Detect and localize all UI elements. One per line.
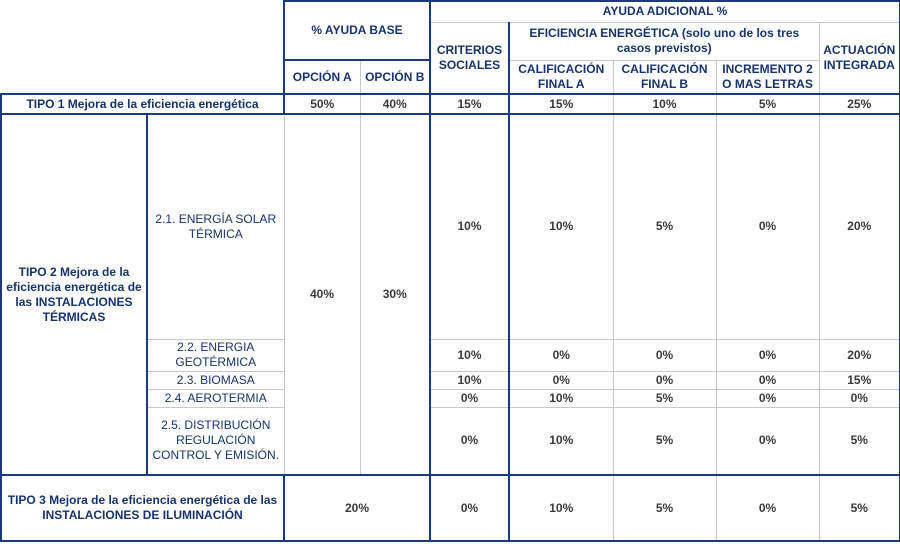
tipo2-opcion-b: 30% [360,114,430,475]
tipo3-ayuda-base: 20% [284,475,430,541]
cell: 0% [716,389,819,407]
cell: 25% [819,94,900,114]
empty-corner [1,1,284,94]
tipo2-label: TIPO 2 Mejora de la eficiencia energética de las INSTALACIONES TÉRMICAS [1,114,147,475]
cell: 15% [430,94,509,114]
cell: 50% [284,94,360,114]
cell: 0% [613,371,716,389]
cell: 10% [613,94,716,114]
cell: 0% [716,114,819,339]
tipo2-row-1 [1,114,900,339]
header-ayuda-base: % AYUDA BASE [284,1,430,60]
cell: 5% [613,389,716,407]
cell: 10% [509,475,613,541]
cell: 10% [509,114,613,339]
cell: 10% [430,371,509,389]
header-ayuda-adicional: AYUDA ADICIONAL % [430,1,900,22]
cell: 0% [613,339,716,371]
cell: 0% [509,371,613,389]
cell: 0% [509,339,613,371]
cell: 5% [819,407,900,475]
header-actuacion-integrada: ACTUACIÓN INTEGRADA [819,22,900,94]
cell: 5% [613,114,716,339]
tipo2-sublabel: 2.1. ENERGÍA SOLAR TÉRMICA [147,114,284,339]
cell: 0% [430,407,509,475]
cell: 5% [716,94,819,114]
cell: 10% [430,114,509,339]
cell: 10% [509,389,613,407]
cell: 10% [430,339,509,371]
tipo1-label: TIPO 1 Mejora de la eficiencia energética [1,94,284,114]
header-eficiencia-energetica: EFICIENCIA ENERGÉTICA (solo uno de los tres casos previstos) [509,22,819,60]
cell: 40% [360,94,430,114]
cell: 0% [716,475,819,541]
tipo2-opcion-a: 40% [284,114,360,475]
header-opcion-b: OPCIÓN B [360,60,430,94]
header-criterios-sociales: CRITERIOS SOCIALES [430,22,509,94]
cell: 0% [716,407,819,475]
tipo2-sublabel: 2.4. AEROTERMIA [147,389,284,407]
cell: 20% [819,114,900,339]
tipo2-sublabel: 2.5. DISTRIBUCIÓN REGULACIÓN CONTROL Y EMISIÓN. [147,407,284,475]
cell: 0% [430,389,509,407]
cell: 5% [613,475,716,541]
cell: 0% [430,475,509,541]
tipo3-row [1,475,900,541]
cell: 5% [819,475,900,541]
tipo2-sublabel: 2.2. ENERGIA GEOTÉRMICA [147,339,284,371]
cell: 0% [819,389,900,407]
cell: 0% [716,339,819,371]
cell: 20% [819,339,900,371]
cell: 0% [716,371,819,389]
header-calificacion-final-a: CALIFICACIÓN FINAL A [509,60,613,94]
header-opcion-a: OPCIÓN A [284,60,360,94]
cell: 5% [613,407,716,475]
cell: 10% [509,407,613,475]
cell: 15% [509,94,613,114]
tipo1-row [1,94,900,114]
tipo2-sublabel: 2.3. BIOMASA [147,371,284,389]
cell: 15% [819,371,900,389]
header-incremento: INCREMENTO 2 O MAS LETRAS [716,60,819,94]
tipo3-label: TIPO 3 Mejora de la eficiencia energética de las INSTALACIONES DE ILUMINACIÓN [1,475,284,541]
header-calificacion-final-b: CALIFICACIÓN FINAL B [613,60,716,94]
